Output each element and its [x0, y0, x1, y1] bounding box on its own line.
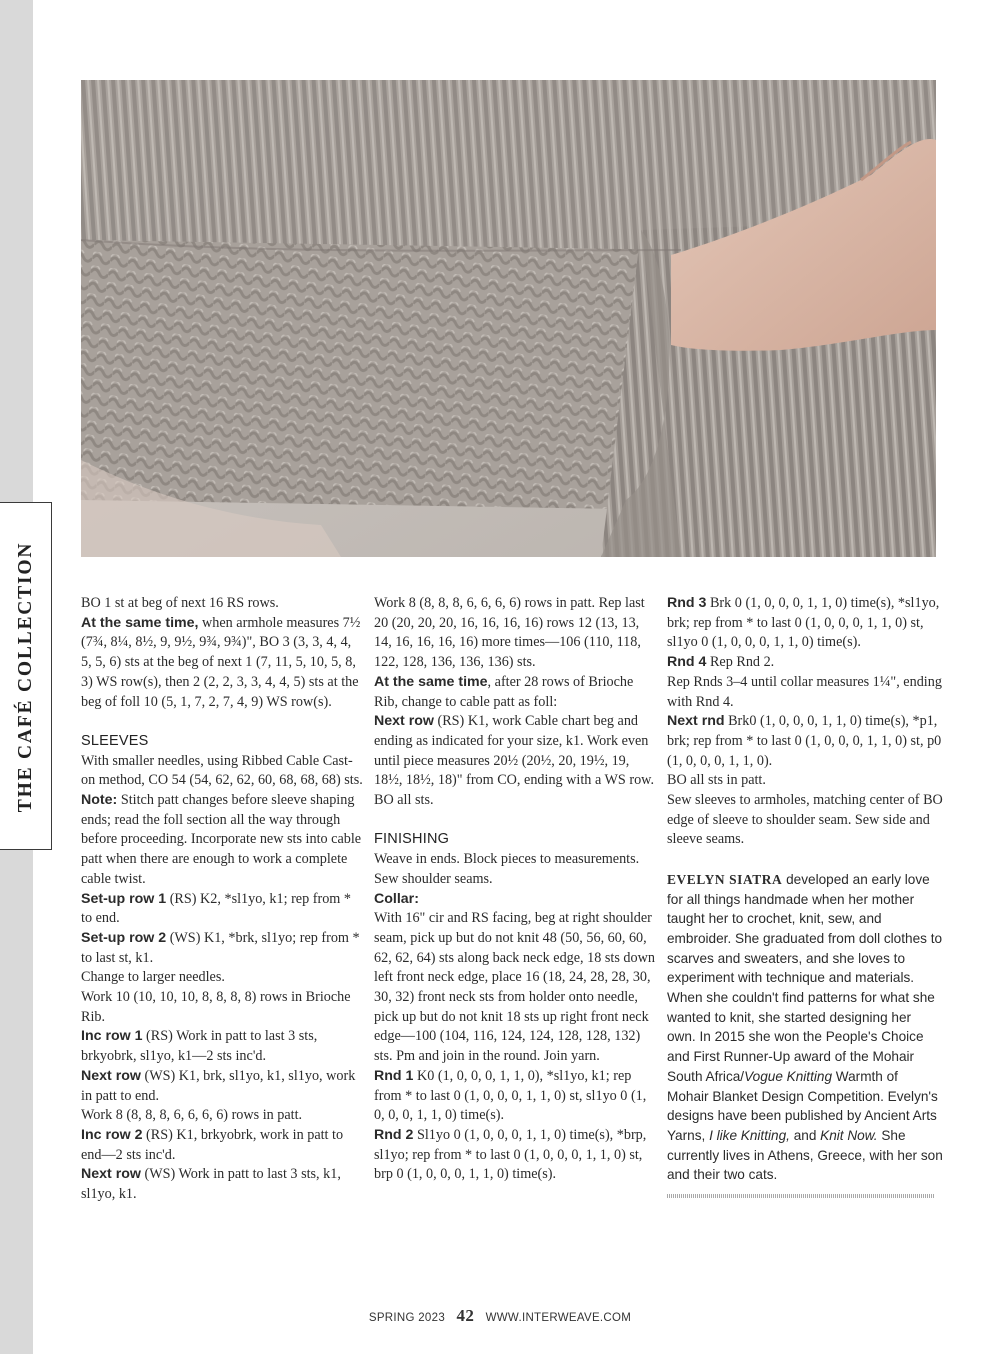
text: (RS) Work in patt to last 3 sts, brkyobrk, sl1yo, k1—2 sts inc'd. [81, 1028, 318, 1065]
text: Change to larger needles. [81, 969, 225, 986]
bold-lead: Rnd 1 [374, 1067, 414, 1084]
text-column-3 [667, 594, 943, 1198]
text: Sew sleeves to armholes, matching center of BO edge of sleeve to shoulder seam. Sew side and sleeve seams. [667, 792, 943, 848]
bold-lead: Next row [81, 1067, 141, 1084]
paragraph [374, 712, 656, 791]
designer-name: EVELYN SIATRA [667, 871, 783, 887]
bold-lead: Next row [81, 1166, 141, 1183]
paragraph [667, 771, 943, 791]
paragraph [374, 909, 656, 1067]
text: and [789, 1127, 821, 1143]
text-column-1 [81, 594, 363, 1205]
text: BO all sts. [374, 792, 434, 809]
bold-lead: Note: [81, 792, 118, 809]
issue-label: SPRING 2023 [368, 1312, 446, 1324]
text: (WS) K1, *brk, sl1yo; rep from * to last st, k1. [81, 929, 360, 966]
paragraph [667, 791, 943, 850]
text: (RS) K1, brkyobrk, work in patt to end—2 sts inc'd. [81, 1126, 344, 1163]
paragraph [81, 988, 363, 1027]
designer-bio [667, 870, 943, 1185]
paragraph [374, 791, 656, 811]
text: Warmth of Mohair Blanket Design Competition. Evelyn's designs have been published by Ancient Arts Yarns, [667, 1068, 938, 1143]
text: BO all sts in patt. [667, 772, 766, 789]
paragraph [81, 1106, 363, 1126]
paragraph [374, 673, 656, 712]
paragraph [81, 1165, 363, 1204]
text: Brk 0 (1, 0, 0, 0, 1, 1, 0) time(s), *sl1yo, brk; rep from * to last 0 (1, 0, 0, 0, 1, 1, 0) st, sl1yo 0 (1, 0, 0, 0, 1, 1, 0) time(s). [667, 595, 940, 651]
text: With 16" cir and RS facing, beg at right shoulder seam, pick up but do not knit 48 (50, 56, 60, 60, 62, 62, 64) sts along back neck edge, 18 sts down left front neck edge, place 16 (18, 24, 28, 28, 30, 30, 32) front neck sts from holder onto needle, pick up but do not knit 18 sts up right front neck edge—100 (104, 116, 124, 124, 128, 128, 132) sts. Pm and join in the round. Join yarn. [374, 910, 655, 1065]
paragraph [81, 752, 363, 791]
italic-text: Vogue Knitting [744, 1068, 832, 1084]
paragraph [374, 1067, 656, 1126]
end-rule [667, 1194, 935, 1198]
paragraph [81, 791, 363, 890]
paragraph [374, 1126, 656, 1185]
text: K0 (1, 0, 0, 0, 1, 1, 0), *sl1yo, k1; rep from * to last 0 (1, 0, 0, 0, 1, 1, 0) st, sl1yo 0 (1, 0, 0, 0, 1, 1, 0) time(s). [374, 1067, 647, 1124]
bold-lead: Inc row 1 [81, 1028, 143, 1045]
text: (RS) K1, work Cable chart beg and ending as indicated for your size, k1. Work even until piece measures 20½ (20½, 20, 19½, 19, 18½, 18½, 18)" from CO, ending with a WS row. [374, 713, 655, 789]
bold-lead: Next rnd [667, 713, 725, 730]
text: Work 8 (8, 8, 8, 6, 6, 6, 6) rows in patt. [81, 1107, 303, 1124]
italic-text: I like Knitting, [709, 1127, 790, 1143]
text: Rep Rnd 2. [706, 654, 775, 671]
bold-lead: Inc row 2 [81, 1126, 143, 1143]
paragraph [81, 1027, 363, 1066]
text-column-2 [374, 594, 656, 1185]
section-tab-label: THE CAFÉ COLLECTION [15, 541, 36, 813]
paragraph [81, 968, 363, 988]
paragraph [374, 850, 656, 889]
website-url: WWW.INTERWEAVE.COM [485, 1312, 632, 1324]
text: Work 8 (8, 8, 8, 6, 6, 6, 6) rows in patt. Rep last 20 (20, 20, 20, 16, 16, 16, 16) rows 12 (13, 13, 14, 16, 16, 16, 16) more times—106 (110, 118, 122, 128, 136, 136, 136) sts. [374, 595, 645, 671]
paragraph [374, 890, 656, 910]
bold-lead: At the same time [374, 673, 488, 690]
paragraph [81, 594, 363, 614]
paragraph [81, 890, 363, 929]
text: Work 10 (10, 10, 10, 8, 8, 8, 8) rows in Brioche Rib. [81, 989, 351, 1025]
sweater-photo [81, 80, 936, 557]
section-tab [0, 502, 52, 850]
bold-lead: Set-up row 1 [81, 890, 167, 907]
text: BO 1 st at beg of next 16 RS rows. [81, 595, 279, 611]
text: (WS) Work in patt to last 3 sts, k1, sl1yo, k1. [81, 1166, 341, 1203]
bold-lead: Rnd 4 [667, 654, 707, 671]
photo-sweater-sleeve-icon [81, 80, 936, 557]
paragraph [81, 614, 363, 713]
bold-lead: Set-up row 2 [81, 929, 167, 946]
bold-lead: At the same time, [81, 614, 199, 631]
text: when armhole measures 7½ (7¾, 8¼, 8½, 9, 9½, 9¾, 9¾)", BO 3 (3, 3, 4, 4, 5, 5, 6) sts at the beg of next 1 (7, 11, 5, 10, 5, 8, 3) WS row(s), then 2 (2, 2, 3, 3, 4, 4, 5) sts at the beg of foll 10 (5, 1, 7, 2, 7, 4, 9) WS row(s). [81, 614, 361, 710]
paragraph [667, 673, 943, 712]
section-heading: SLEEVES [81, 732, 149, 749]
text: She currently lives in Athens, Greece, with her son and their two cats. [667, 1127, 943, 1183]
bold-lead: Rnd 2 [374, 1126, 414, 1143]
text: Sl1yo 0 (1, 0, 0, 0, 1, 1, 0) time(s), *brp, sl1yo; rep from * to last 0 (1, 0, 0, 0, 1, 1, 0) st, brp 0 (1, 0, 0, 0, 1, 1, 0) time(s). [374, 1126, 647, 1183]
paragraph [81, 1126, 363, 1165]
paragraph [667, 653, 943, 673]
paragraph [667, 712, 943, 771]
text: Rep Rnds 3–4 until collar measures 1¼", ending with Rnd 4. [667, 673, 942, 710]
text: Weave in ends. Block pieces to measurements. Sew shoulder seams. [374, 851, 640, 887]
text: Stitch patt changes before sleeve shaping ends; read the foll section all the way through before proceeding. Incorporate new sts into cable patt when there are enough to work a complete cable twist. [81, 792, 362, 887]
subheading: Collar: [374, 890, 419, 907]
text: With smaller needles, using Ribbed Cable Cast-on method, CO 54 (54, 62, 62, 60, 68, 68, 68) sts. [81, 752, 363, 789]
text: (WS) K1, brk, sl1yo, k1, sl1yo, work in patt to end. [81, 1067, 356, 1104]
text: , after 28 rows of Brioche Rib, change to cable patt as foll: [374, 673, 634, 710]
bold-lead: Rnd 3 [667, 595, 707, 611]
page-number: 42 [456, 1306, 475, 1325]
paragraph [81, 929, 363, 968]
bold-lead: Next row [374, 713, 434, 730]
paragraph [667, 594, 943, 653]
section-heading: FINISHING [374, 831, 450, 848]
page-footer [0, 1306, 1000, 1326]
text: developed an early love for all things handmade when her mother taught her to crochet, knit, sew, and embroider. She graduated from doll clothes to scarves and sweaters, and she loves to experiment with technique and materials. When she couldn't find patterns for what she wanted to knit, she started designing her own. In 2015 she won the People's Choice and First Runner-Up award of the Mohair South Africa/ [667, 871, 943, 1084]
paragraph [374, 594, 656, 673]
text: (RS) K2, *sl1yo, k1; rep from * to end. [81, 890, 351, 927]
italic-text: Knit Now. [820, 1127, 878, 1143]
paragraph [81, 1067, 363, 1106]
text: Brk0 (1, 0, 0, 0, 1, 1, 0) time(s), *p1, brk; rep from * to last 0 (1, 0, 0, 0, 1, 1, 0) st, p0 (1, 0, 0, 0, 1, 1, 0). [667, 713, 942, 769]
